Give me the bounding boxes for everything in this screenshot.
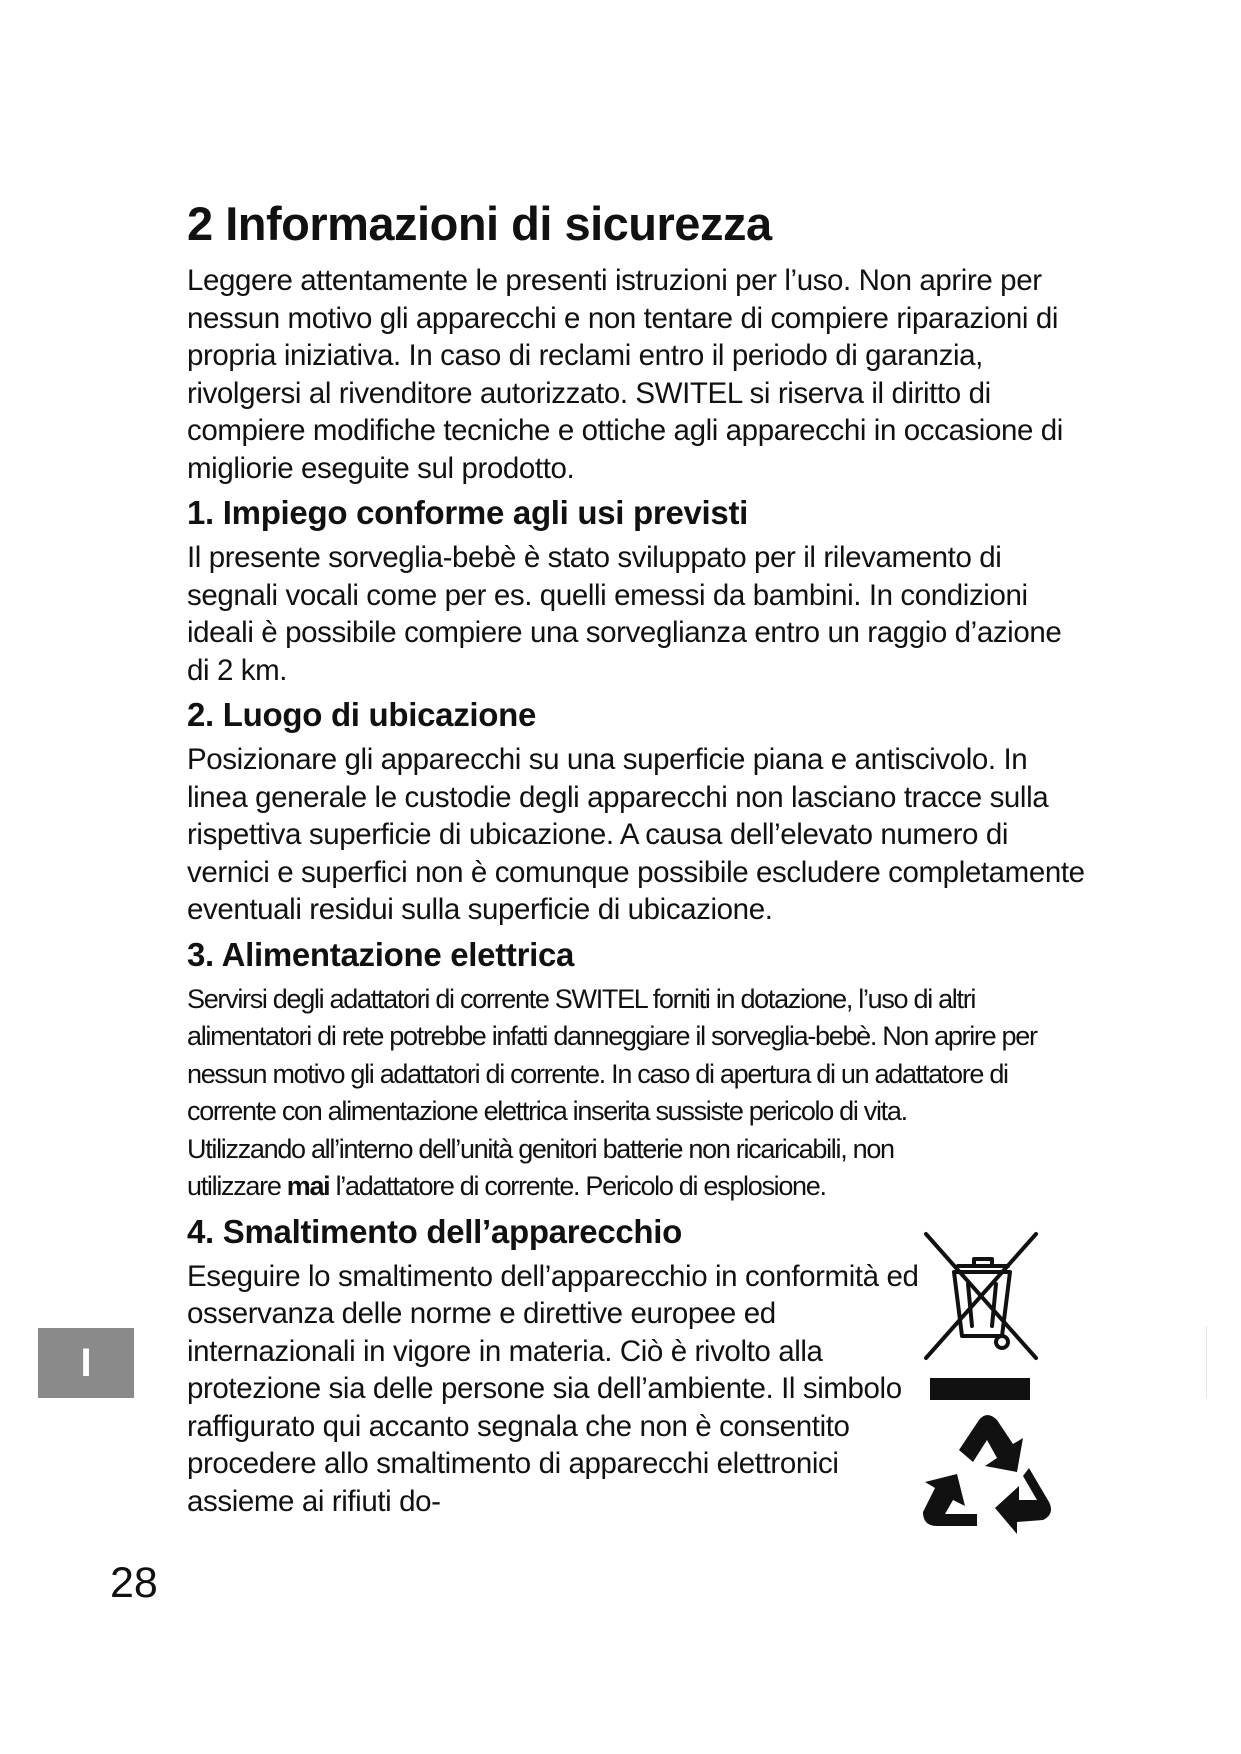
page-number: 28	[110, 1559, 158, 1607]
section-body-usage: Il presente sorveglia-bebè è stato sviluppato per il rilevamento di segnali vocali come per es. quelli emessi da bambini. In condizioni ideali è possibile compiere una sorveglianza entro un raggio d’azione di 2 km.	[187, 541, 1062, 687]
section-body-power: Servirsi degli adattatori di corrente SWITEL forniti in dotazione, l’uso di altri alimentatori di rete potrebbe infatti danneggiare il sorveglia-bebè. Non aprire per nessun motivo gli adattatori di corrente. In caso di apertura di un adattatore di corrente con alimentazione elettrica inserita sussiste pericolo di vita.	[187, 983, 1037, 1126]
section-heading-disposal: 4. Smaltimento dell’apparecchio	[187, 1212, 683, 1250]
section-heading-location: 2. Luogo di ubicazione	[187, 696, 537, 733]
power-warning-emphasis: mai	[286, 1171, 330, 1201]
power-warning-post: l’adattatore di corrente. Pericolo di esplosione.	[329, 1171, 826, 1201]
crossed-out-wheelie-bin-icon	[918, 1228, 1044, 1408]
language-tab-label: I	[80, 1341, 92, 1385]
language-tab	[38, 1328, 134, 1398]
section-body-power-warning	[187, 1131, 927, 1206]
intro-paragraph: Leggere attentamente le presenti istruzioni per l’uso. Non aprire per nessun motivo gli apparecchi e non tentare di compiere riparazioni di propria iniziativa. In caso di reclami entro il periodo di garanzia, rivolgersi al rivenditore autorizzato. SWITEL si riserva il diritto di compiere modifiche tecniche e ottiche agli apparecchi in occasione di migliorie eseguite sul prodotto.	[187, 264, 1063, 485]
section-body-location: Posizionare gli apparecchi su una superficie piana e antiscivolo. In linea generale le custodie degli apparecchi non lasciano tracce sulla rispettiva superficie di ubicazione. A causa dell’elevato numero di vernici e superfici non è comunque possibile escludere completamente eventuali residui sulla superficie di ubicazione.	[187, 743, 1085, 926]
section-body-disposal: Eseguire lo smaltimento dell’apparecchio in conformità ed osservanza delle norme e direttive europee ed internazionali in vigore in materia. Ciò è rivolto alla protezione sia delle persone sia dell’ambiente. Il simbolo raffigurato qui accanto segnala che non è consentito procedere allo smaltimento di apparecchi elettronici assieme ai rifiuti do-	[187, 1259, 919, 1518]
recycle-arrows-icon	[917, 1410, 1055, 1546]
page-title: 2 Informazioni di sicurezza	[187, 197, 772, 250]
section-heading-power: 3. Alimentazione elettrica	[187, 935, 575, 973]
page-edge-mark	[1206, 1326, 1207, 1398]
section-heading-usage: 1. Impiego conforme agli usi previsti	[187, 494, 749, 531]
power-warning-pre: Utilizzando all’interno dell’unità genitori batterie non ricaricabili, non utilizzare	[187, 1133, 894, 1201]
